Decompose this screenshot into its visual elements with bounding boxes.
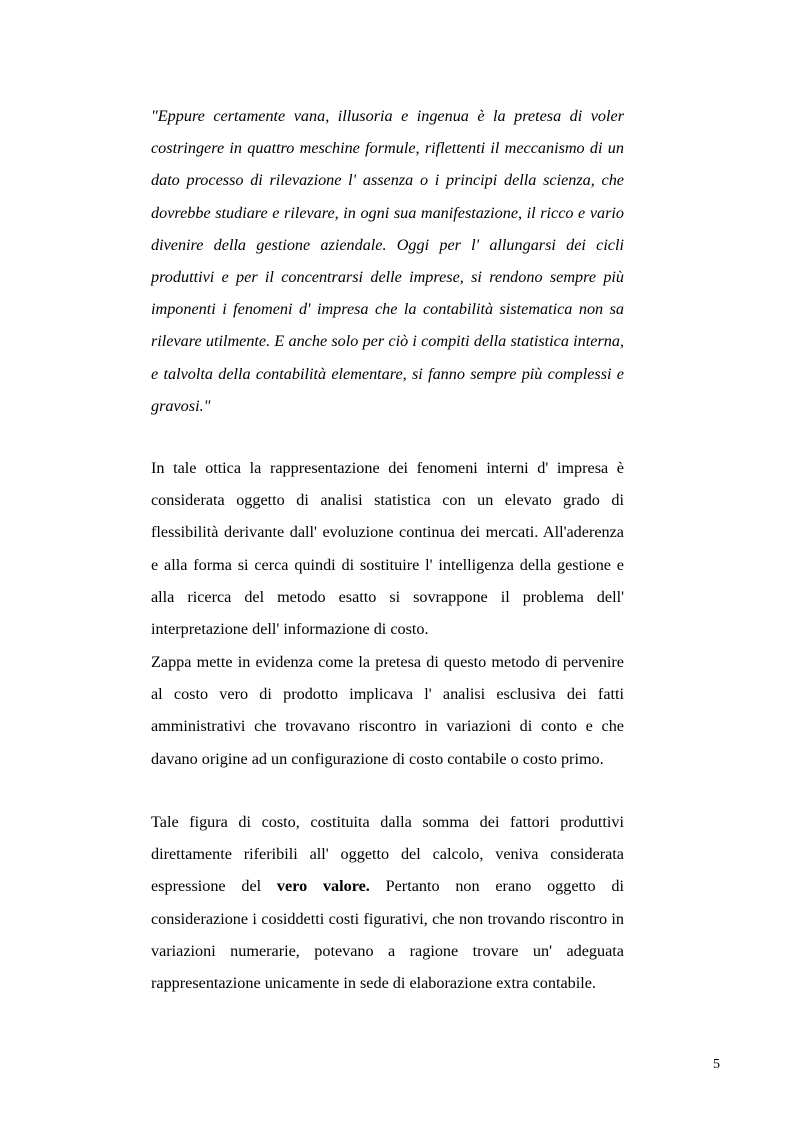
quoted-passage: "Eppure certamente vana, illusoria e ingenua è la pretesa di voler costringere in quattro meschine formule, riflettenti il meccanismo di un dato processo di rilevazione l' assenza o i principi della scienza, che dovrebbe studiare e rilevare, in ogni sua manifestazione, il ricco e vario divenire della gestione aziendale. Oggi per l' allungarsi dei cicli produttivi e per il concentrarsi delle imprese, si rendono sempre più imponenti i fenomeni d' impresa che la contabilità sistematica non sa rilevare utilmente. E anche solo per ciò i compiti della statistica interna, e talvolta della contabilità elementare, si fanno sempre più complessi e gravosi." — [151, 107, 624, 415]
body-paragraph-3 — [151, 806, 624, 999]
page-number: 5 — [713, 1057, 720, 1072]
body-paragraph-2: Zappa mette in evidenza come la pretesa di questo metodo di pervenire al costo vero di prodotto implicava l' analisi esclusiva dei fatti amministrativi che trovavano riscontro in variazioni di conto e che davano origine ad un configurazione di costo contabile o costo primo. — [151, 653, 624, 768]
paragraph-3-text-before: Tale figura di costo, costituita dalla somma dei fattori produttivi direttamente riferibili all' oggetto del calcolo, veniva considerata espressione del — [151, 813, 624, 896]
paragraph-3-text-after: Pertanto non erano oggetto di considerazione i cosiddetti costi figurativi, che non trovando riscontro in variazioni numerarie, potevano a ragione trovare un' adeguata rappresentazione unicamente in sede di elaborazione extra contabile. — [151, 877, 624, 993]
body-paragraph-1: In tale ottica la rappresentazione dei fenomeni interni d' impresa è considerata oggetto di analisi statistica con un elevato grado di flessibilità derivante dall' evoluzione continua dei mercati. All'aderenza e alla forma si cerca quindi di sostituire l' intelligenza della gestione e alla ricerca del metodo esatto si sovrappone il problema dell' interpretazione dell' informazione di costo. — [151, 459, 624, 639]
emphasis-vero-valore: vero valore. — [276, 877, 370, 896]
